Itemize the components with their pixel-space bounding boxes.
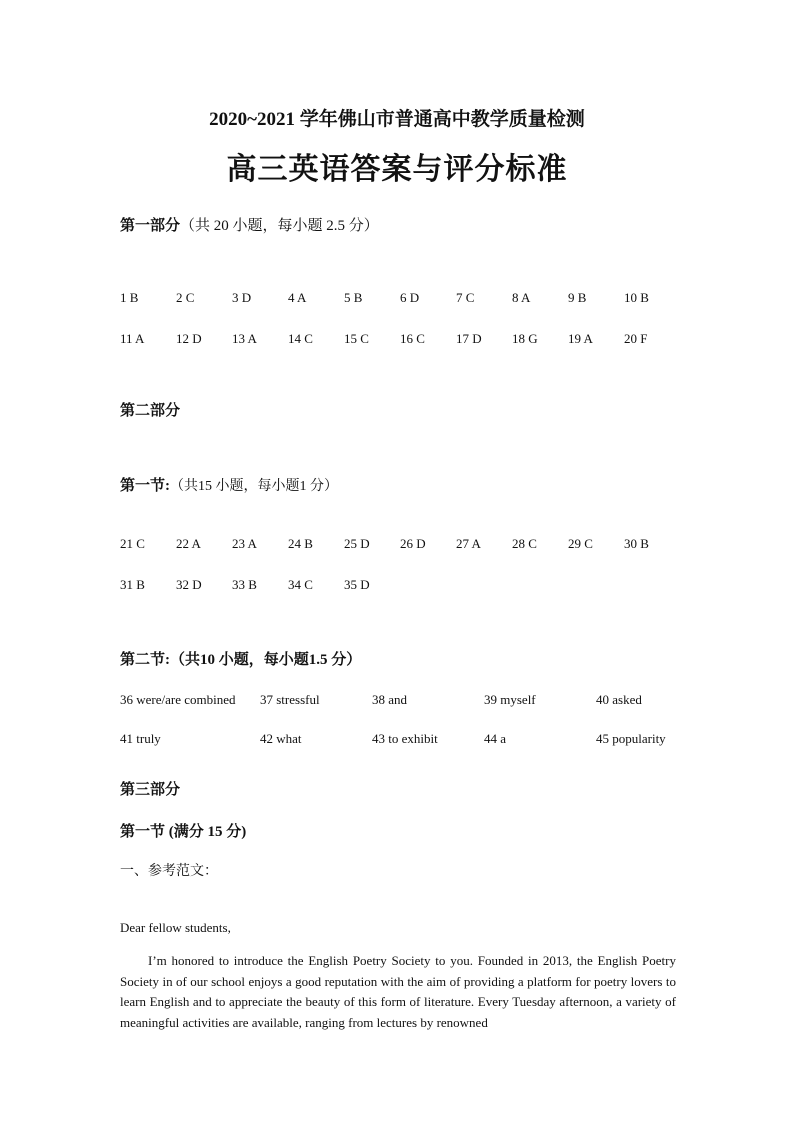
- answer-6: 6 D: [400, 290, 420, 305]
- answer-3: 3 D: [232, 290, 252, 305]
- answer-29: 29 C: [568, 536, 593, 551]
- answer-32: 32 D: [176, 577, 202, 592]
- answer-13: 13 A: [232, 331, 257, 346]
- part1-title: 第一部分: [120, 218, 181, 234]
- part2-section1-title: 第一节:: [120, 478, 170, 494]
- part2-section1-heading: [120, 474, 338, 495]
- answer-41: 41 truly: [120, 731, 161, 746]
- answer-5: 5 B: [344, 290, 363, 305]
- answer-27: 27 A: [456, 536, 481, 551]
- answer-1: 1 B: [120, 290, 139, 305]
- answer-15: 15 C: [344, 331, 369, 346]
- answer-30: 30 B: [624, 536, 649, 551]
- answer-11: 11 A: [120, 331, 145, 346]
- answer-42: 42 what: [260, 731, 302, 746]
- answer-16: 16 C: [400, 331, 425, 346]
- answer-12: 12 D: [176, 331, 202, 346]
- answer-24: 24 B: [288, 536, 313, 551]
- sample-essay-label: 一、参考范文：: [120, 864, 218, 879]
- part2-section2-heading: 第二节:（共10 小题，每小题1.5 分）: [120, 652, 362, 668]
- answer-35: 35 D: [344, 577, 370, 592]
- answer-36: 36 were/are combined: [120, 692, 236, 707]
- answer-23: 23 A: [232, 536, 257, 551]
- answer-10: 10 B: [624, 290, 649, 305]
- answer-9: 9 B: [568, 290, 587, 305]
- answer-40: 40 asked: [596, 692, 642, 707]
- part3-section1-heading: 第一节 (满分 15 分): [120, 824, 247, 840]
- answer-14: 14 C: [288, 331, 313, 346]
- answer-7: 7 C: [456, 290, 475, 305]
- document-title: 高三英语答案与评分标准: [226, 153, 568, 186]
- part3-heading: 第三部分: [120, 782, 181, 798]
- answer-45: 45 popularity: [596, 731, 666, 746]
- answer-39: 39 myself: [484, 692, 536, 707]
- answer-20: 20 F: [624, 331, 648, 346]
- part2-section1-note: （共15 小题，每小题1 分）: [170, 479, 338, 494]
- essay-salutation: Dear fellow students,: [120, 920, 231, 935]
- answer-19: 19 A: [568, 331, 593, 346]
- answer-18: 18 G: [512, 331, 538, 346]
- essay-paragraph: I’m honored to introduce the English Poetry Society to you. Founded in 2013, the English Poetry Society in of our school enjoys a good reputation with the aim of providing a platform for poetry lovers to learn English and to appreciate the beauty of this form of literature. Every Tuesday afternoon, a variety of meaningful activities are available, ranging from lectures by renowned: [120, 953, 676, 1030]
- answer-8: 8 A: [512, 290, 531, 305]
- exam-title: 2020~2021 学年佛山市普通高中教学质量检测: [209, 109, 585, 130]
- answer-22: 22 A: [176, 536, 201, 551]
- answer-28: 28 C: [512, 536, 537, 551]
- answer-38: 38 and: [372, 692, 408, 707]
- answer-33: 33 B: [232, 577, 257, 592]
- answer-37: 37 stressful: [260, 692, 320, 707]
- answer-26: 26 D: [400, 536, 426, 551]
- part1-note: （共 20 小题，每小题 2.5 分）: [180, 218, 379, 234]
- answer-2: 2 C: [176, 290, 195, 305]
- answer-21: 21 C: [120, 536, 145, 551]
- answer-43: 43 to exhibit: [372, 731, 438, 746]
- answer-44: 44 a: [484, 731, 507, 746]
- answer-34: 34 C: [288, 577, 313, 592]
- answer-4: 4 A: [288, 290, 307, 305]
- part1-heading: [120, 214, 379, 235]
- answer-25: 25 D: [344, 536, 370, 551]
- part2-heading: 第二部分: [120, 403, 181, 419]
- answer-31: 31 B: [120, 577, 145, 592]
- answer-17: 17 D: [456, 331, 482, 346]
